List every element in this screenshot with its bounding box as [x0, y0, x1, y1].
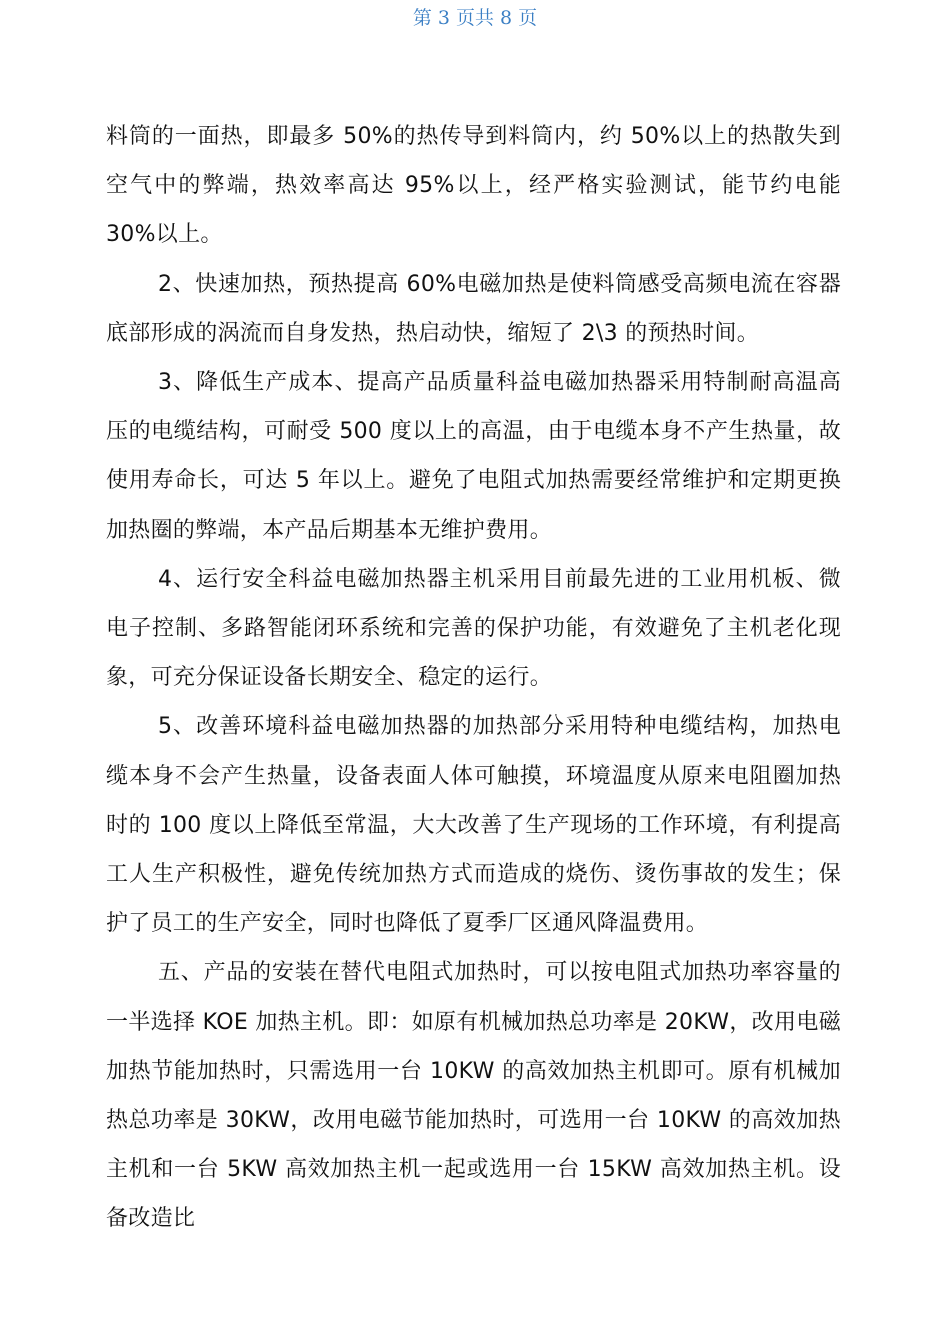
paragraph-4: 4、运行安全科益电磁加热器主机采用目前最先进的工业用机板、微电子控制、多路智能闭环系统和完善的保护功能，有效避免了主机老化现象，可充分保证设备长期安全、稳定的运行。: [106, 566, 841, 691]
paragraph-5: 5、改善环境科益电磁加热器的加热部分采用特种电缆结构，加热电缆本身不会产生热量，设备表面人体可触摸，环境温度从原来电阻圈加热时的 100 度以上降低至常温，大大改善了生产现场的工作环境，有利提高工人生产积极性，避免传统加热方式而造成的烧伤、烫伤事故的发生；保护了员工的生产安全，同时也降低了夏季厂区通风降温费用。: [106, 714, 841, 937]
paragraph-6: 五、产品的安装在替代电阻式加热时，可以按电阻式加热功率容量的一半选择 KOE 加热主机。即：如原有机械加热总功率是 20KW，改用电磁加热节能加热时，只需选用一台 10KW 的高效加热主机即可。原有机械加热总功率是 30KW，改用电磁节能加热时，可选用一台 10KW 的高效加热主机和一台 5KW 高效加热主机一起或选用一台 15KW 高效加热主机。设备改造比: [106, 960, 841, 1232]
page-number-header: 第 3 页共 8 页: [412, 7, 538, 29]
document-body: [106, 112, 841, 1244]
paragraph-3: 3、降低生产成本、提高产品质量科益电磁加热器采用特制耐高温高压的电缆结构，可耐受 500 度以上的高温，由于电缆本身不产生热量，故使用寿命长，可达 5 年以上。避免了电阻式加热需要经常维护和定期更换加热圈的弊端，本产品后期基本无维护费用。: [106, 370, 841, 543]
paragraph-1: 料筒的一面热，即最多 50%的热传导到料筒内，约 50%以上的热散失到空气中的弊端，热效率高达 95%以上，经严格实验测试，能节约电能 30%以上。: [106, 124, 841, 248]
paragraph-2: 2、快速加热，预热提高 60%电磁加热是使料筒感受高频电流在容器底部形成的涡流而自身发热，热启动快，缩短了 2\3 的预热时间。: [106, 271, 841, 346]
